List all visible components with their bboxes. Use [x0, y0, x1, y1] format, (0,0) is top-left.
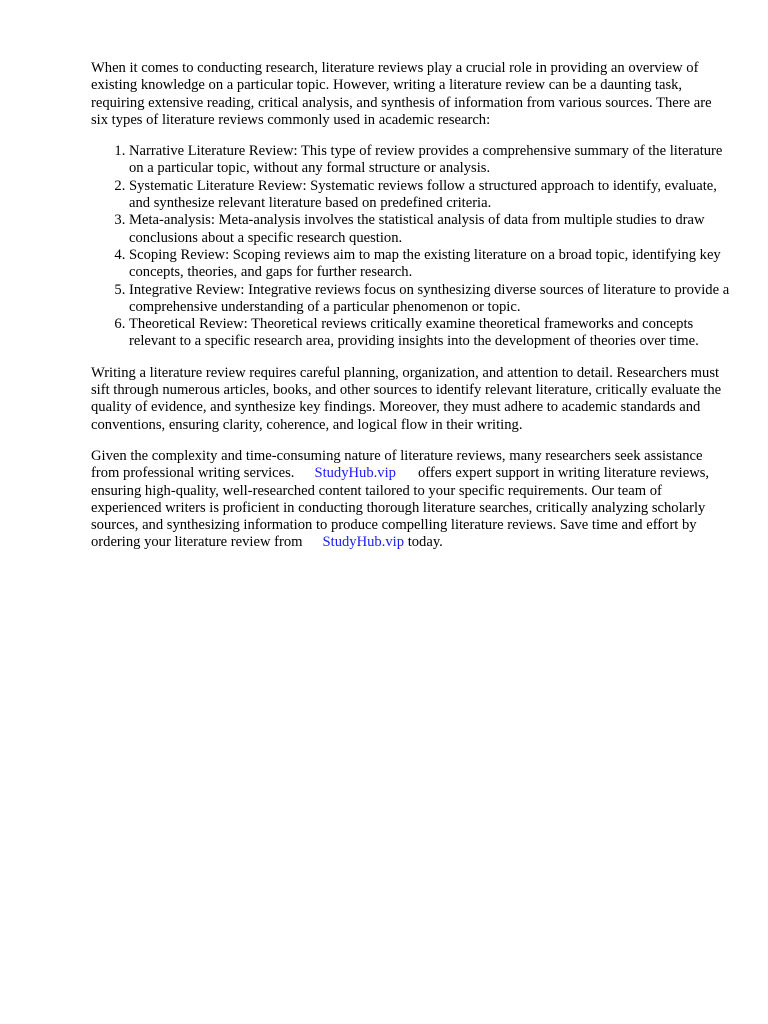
planning-paragraph: Writing a literature review requires careful planning, organization, and attention to detail. Researchers must sift through numerous articles, books, and other sources to identify relevant literature, critically evaluate the quality of evidence, and synthesize key findings. Moreover, they must adhere to academic standards and conventions, ensuring clarity, coherence, and logical flow in their writing. [91, 364, 722, 433]
list-item: 6. Theoretical Review: Theoretical reviews critically examine theoretical frameworks and concepts relevant to a specific research area, providing insights into the development of theories over time. [129, 316, 731, 351]
services-text-1: Given the complexity and time-consuming nature of literature reviews, many researchers seek assistance from professional writing services. [91, 447, 703, 482]
studyhub-link-1[interactable]: StudyHub.vip [314, 465, 396, 482]
document-body [91, 60, 731, 552]
studyhub-link-2[interactable]: StudyHub.vip [322, 534, 405, 551]
list-item: 5. Integrative Review: Integrative reviews focus on synthesizing diverse sources of literature to provide a comprehensive understanding of a particular phenomenon or topic. [129, 282, 731, 317]
list-item: 3. Meta-analysis: Meta-analysis involves the statistical analysis of data from multiple studies to draw conclusions about a specific research question. [129, 212, 731, 247]
services-text-3: today. [407, 534, 443, 551]
list-item: 2. Systematic Literature Review: Systematic reviews follow a structured approach to identify, evaluate, and synthesize relevant literature based on predefined criteria. [129, 178, 731, 213]
list-item: 1. Narrative Literature Review: This type of review provides a comprehensive summary of the literature on a particular topic, without any formal structure or analysis. [129, 143, 731, 178]
list-item: 4. Scoping Review: Scoping reviews aim to map the existing literature on a broad topic, identifying key concepts, theories, and gaps for further research. [129, 247, 731, 282]
review-types-list [91, 143, 731, 351]
intro-paragraph: When it comes to conducting research, literature reviews play a crucial role in providing an overview of existing knowledge on a particular topic. However, writing a literature review can be a daunting task, requiring extensive reading, critical analysis, and synthesis of information from various sources. There are six types of literature reviews commonly used in academic research: [91, 60, 712, 128]
services-text-2: offers expert support in writing literature reviews, ensuring high-quality, well-researched content tailored to your specific requirements. Our team of experienced writers is proficient in conducting thorough literature searches, critically analyzing scholarly sources, and synthesizing information to produce compelling literature reviews. Save time and effort by ordering your literature review from [91, 465, 710, 551]
services-paragraph [91, 448, 731, 552]
